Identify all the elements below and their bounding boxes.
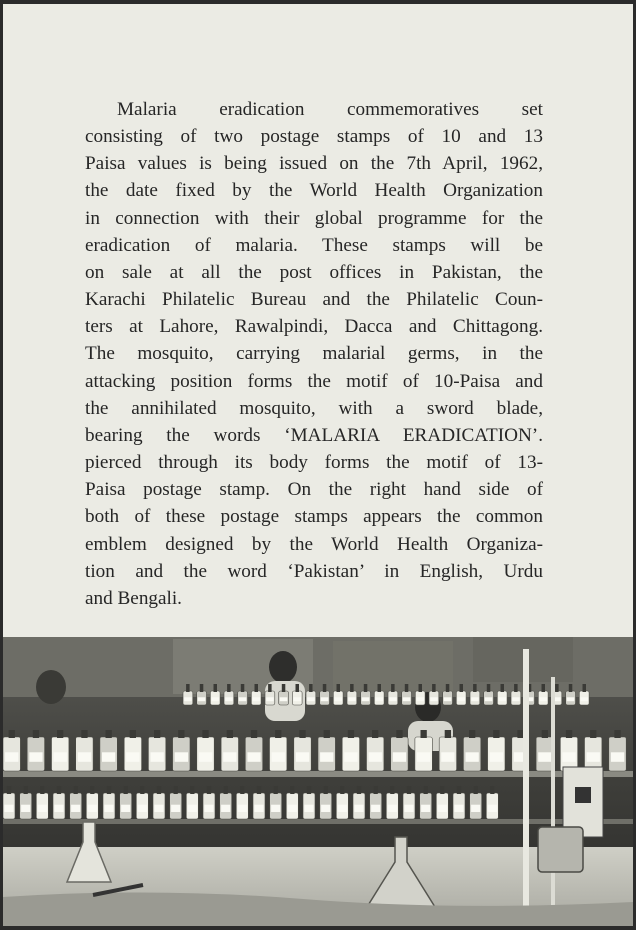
- bottle-stopper: [309, 684, 313, 692]
- bottle-label: [71, 805, 80, 812]
- bottle-stopper: [337, 684, 341, 692]
- bottle-stopper: [324, 730, 330, 738]
- bottle-label: [247, 752, 260, 762]
- bottle-stopper: [241, 684, 245, 692]
- text-line: tion and the word ‘Pakistan’ in English, Urdu: [85, 560, 543, 582]
- bottle-label: [121, 805, 130, 812]
- bottle-stopper: [473, 684, 477, 692]
- bottle-stopper: [445, 730, 451, 738]
- bottle-label: [393, 752, 406, 762]
- bottle-label: [320, 752, 333, 762]
- bottle-stopper: [174, 786, 178, 794]
- bottle-stopper: [566, 730, 572, 738]
- bottle-label: [404, 805, 413, 812]
- bottle-label: [485, 697, 493, 701]
- bottle-stopper: [460, 684, 464, 692]
- bottle-stopper: [57, 786, 61, 794]
- bottle-label: [266, 697, 274, 701]
- bottle-stopper: [555, 684, 559, 692]
- bottle-stopper: [493, 730, 499, 738]
- bottle-stopper: [154, 730, 160, 738]
- bottle-label: [388, 805, 397, 812]
- text-line: both of these postage stamps appears the common: [85, 506, 543, 528]
- bottle-label: [466, 752, 479, 762]
- text-line: in connection with their global programme for the: [85, 207, 543, 229]
- bottle-label: [458, 697, 466, 701]
- bottle-label: [225, 697, 233, 701]
- bottle-label: [102, 752, 115, 762]
- bottle-stopper: [207, 786, 211, 794]
- bottle-label: [104, 805, 113, 812]
- bottle-label: [199, 752, 212, 762]
- bottle-label: [175, 752, 188, 762]
- bottle-label: [362, 697, 370, 701]
- bottle-label: [587, 752, 600, 762]
- bottle-stopper: [40, 786, 44, 794]
- bottle-stopper: [364, 684, 368, 692]
- bottle-label: [441, 752, 454, 762]
- bottle-label: [471, 697, 479, 701]
- text-line: pierced through its body forms the motif of 13-: [85, 452, 543, 474]
- bottle-stopper: [186, 684, 190, 692]
- bottle-label: [454, 805, 463, 812]
- bottle-stopper: [378, 684, 382, 692]
- bottle-label: [403, 697, 411, 701]
- bottle-stopper: [419, 684, 423, 692]
- bottle-stopper: [202, 730, 208, 738]
- bottle-stopper: [190, 786, 194, 794]
- bottle-stopper: [583, 684, 587, 692]
- laboratory-photo-art: [3, 637, 633, 926]
- bottle-label: [371, 805, 380, 812]
- text-line: Malaria eradication commemoratives set: [117, 99, 543, 120]
- text-line: Paisa postage stamp. On the right hand side of: [85, 479, 543, 501]
- bottle-label: [321, 697, 329, 701]
- bottle-label: [471, 805, 480, 812]
- bottle-label: [271, 805, 280, 812]
- bottle-stopper: [200, 684, 204, 692]
- bottle-stopper: [446, 684, 450, 692]
- bottle-label: [138, 805, 147, 812]
- bottle-stopper: [432, 684, 436, 692]
- bottle-stopper: [440, 786, 444, 794]
- bottle-stopper: [57, 730, 63, 738]
- bottle-label: [499, 697, 507, 701]
- text-line: Karachi Philatelic Bureau and the Philatelic Coun-: [85, 289, 543, 311]
- bottle-stopper: [157, 786, 161, 794]
- bottle-label: [294, 697, 302, 701]
- bottle-stopper: [348, 730, 354, 738]
- bottle-stopper: [542, 684, 546, 692]
- bottle-stopper: [275, 730, 281, 738]
- bottle-stopper: [227, 730, 233, 738]
- bottle-label: [444, 697, 452, 701]
- bottle-label: [254, 805, 263, 812]
- bottle-stopper: [487, 684, 491, 692]
- bottle-label: [338, 805, 347, 812]
- bottle-label: [21, 805, 30, 812]
- bottle-stopper: [374, 786, 378, 794]
- bottle-stopper: [224, 786, 228, 794]
- bottle-label: [223, 752, 236, 762]
- bottle-stopper: [74, 786, 78, 794]
- bottle-label: [188, 805, 197, 812]
- bottle-stopper: [290, 786, 294, 794]
- bottle-label: [29, 752, 42, 762]
- bottle-stopper: [421, 730, 427, 738]
- bottle-stopper: [324, 786, 328, 794]
- bottle-stopper: [350, 684, 354, 692]
- bottle-label: [321, 805, 330, 812]
- bottle-stopper: [390, 786, 394, 794]
- bottle-stopper: [614, 730, 620, 738]
- bottle-label: [38, 805, 47, 812]
- bottle-label: [488, 805, 497, 812]
- booklet-page: [3, 4, 633, 926]
- bottle-stopper: [255, 684, 259, 692]
- text-line: bearing the words ‘MALARIA ERADICATION’.: [85, 424, 543, 446]
- bottle-stopper: [474, 786, 478, 794]
- bottle-label: [272, 752, 285, 762]
- bottle-stopper: [24, 786, 28, 794]
- bottle-label: [421, 805, 430, 812]
- bottle-stopper: [517, 730, 523, 738]
- bottle-label: [78, 752, 91, 762]
- bottle-label: [417, 752, 430, 762]
- bottle-stopper: [178, 730, 184, 738]
- bottle-stopper: [391, 684, 395, 692]
- bottle-stopper: [469, 730, 475, 738]
- bottle-label: [540, 697, 548, 701]
- bottle-stopper: [9, 730, 15, 738]
- bottle-label: [54, 805, 63, 812]
- bottle-stopper: [130, 730, 136, 738]
- bottle-stopper: [299, 730, 305, 738]
- bottle-stopper: [240, 786, 244, 794]
- text-line: and Bengali.: [85, 587, 182, 609]
- bottle-label: [417, 697, 425, 701]
- text-line: the annihilated mosquito, with a sword blade,: [85, 397, 543, 419]
- bottle-label: [611, 752, 624, 762]
- bottle-stopper: [107, 786, 111, 794]
- paragraph: [85, 96, 543, 612]
- bottle-stopper: [407, 786, 411, 794]
- bottle-label: [54, 752, 67, 762]
- bottle-stopper: [33, 730, 39, 738]
- bottle-stopper: [424, 786, 428, 794]
- bottle-label: [288, 805, 297, 812]
- bottle-label: [354, 805, 363, 812]
- bottle-label: [369, 752, 382, 762]
- bottle-label: [307, 697, 315, 701]
- bottle-label: [280, 697, 288, 701]
- bottle-label: [389, 697, 397, 701]
- laboratory-photo: [3, 637, 633, 926]
- bottle-label: [4, 805, 13, 812]
- bottle-label: [581, 697, 589, 701]
- bottle-label: [253, 697, 261, 701]
- bottle-stopper: [357, 786, 361, 794]
- bottle-label: [438, 805, 447, 812]
- bottle-label: [335, 697, 343, 701]
- bottle-label: [184, 697, 192, 701]
- bottle-stopper: [307, 786, 311, 794]
- bottle-label: [171, 805, 180, 812]
- bottle-label: [296, 752, 309, 762]
- bottle-label: [198, 697, 206, 701]
- bottle-stopper: [296, 684, 300, 692]
- bottle-label: [151, 752, 164, 762]
- bottle-label: [512, 697, 520, 701]
- text-line: attacking position forms the motif of 10-Paisa and: [85, 370, 543, 392]
- bottle-stopper: [590, 730, 596, 738]
- bottle-stopper: [227, 684, 231, 692]
- bottle-stopper: [214, 684, 218, 692]
- bottle-stopper: [7, 786, 11, 794]
- bottle-stopper: [490, 786, 494, 794]
- bottle-stopper: [396, 730, 402, 738]
- bottle-label: [538, 752, 551, 762]
- bottle-label: [567, 697, 575, 701]
- bottle-stopper: [268, 684, 272, 692]
- bottle-label: [238, 805, 247, 812]
- bottle-label: [204, 805, 213, 812]
- bottle-label: [430, 697, 438, 701]
- bottle-label: [221, 805, 230, 812]
- bottle-stopper: [340, 786, 344, 794]
- bottle-stopper: [501, 684, 505, 692]
- bottle-stopper: [457, 786, 461, 794]
- bottle-stopper: [372, 730, 378, 738]
- bottle-stopper: [514, 684, 518, 692]
- bottle-stopper: [124, 786, 128, 794]
- bottle-stopper: [323, 684, 327, 692]
- bottle-stopper: [569, 684, 573, 692]
- bottle-label: [239, 697, 247, 701]
- bottle-stopper: [405, 684, 409, 692]
- bottle-stopper: [282, 684, 286, 692]
- bottle-stopper: [140, 786, 144, 794]
- text-line: consisting of two postage stamps of 10 and 13: [85, 126, 543, 148]
- bottle-stopper: [81, 730, 87, 738]
- bottle-label: [154, 805, 163, 812]
- bottle-label: [126, 752, 139, 762]
- bottle-stopper: [274, 786, 278, 794]
- bottle-label: [5, 752, 18, 762]
- bottle-stopper: [542, 730, 548, 738]
- bottle-label: [490, 752, 503, 762]
- bottle-label: [348, 697, 356, 701]
- text-line: Paisa values is being issued on the 7th April, 1962,: [85, 153, 543, 175]
- bottle-label: [212, 697, 220, 701]
- text-line: ters at Lahore, Rawalpindi, Dacca and Chittagong.: [85, 316, 543, 338]
- bottle-stopper: [257, 786, 261, 794]
- text-line: eradication of malaria. These stamps will be: [85, 234, 543, 256]
- body-text: [85, 96, 543, 612]
- bottle-label: [376, 697, 384, 701]
- text-line: on sale at all the post offices in Pakistan, the: [85, 261, 543, 283]
- text-line: emblem designed by the World Health Organiza-: [85, 533, 543, 555]
- bottle-label: [344, 752, 357, 762]
- bottle-stopper: [106, 730, 112, 738]
- bottle-stopper: [251, 730, 257, 738]
- bottle-label: [304, 805, 313, 812]
- bottle-label: [562, 752, 575, 762]
- bottle-label: [88, 805, 97, 812]
- text-line: The mosquito, carrying malarial germs, in the: [85, 343, 543, 365]
- text-line: the date fixed by the World Health Organization: [85, 180, 543, 202]
- bottle-stopper: [90, 786, 94, 794]
